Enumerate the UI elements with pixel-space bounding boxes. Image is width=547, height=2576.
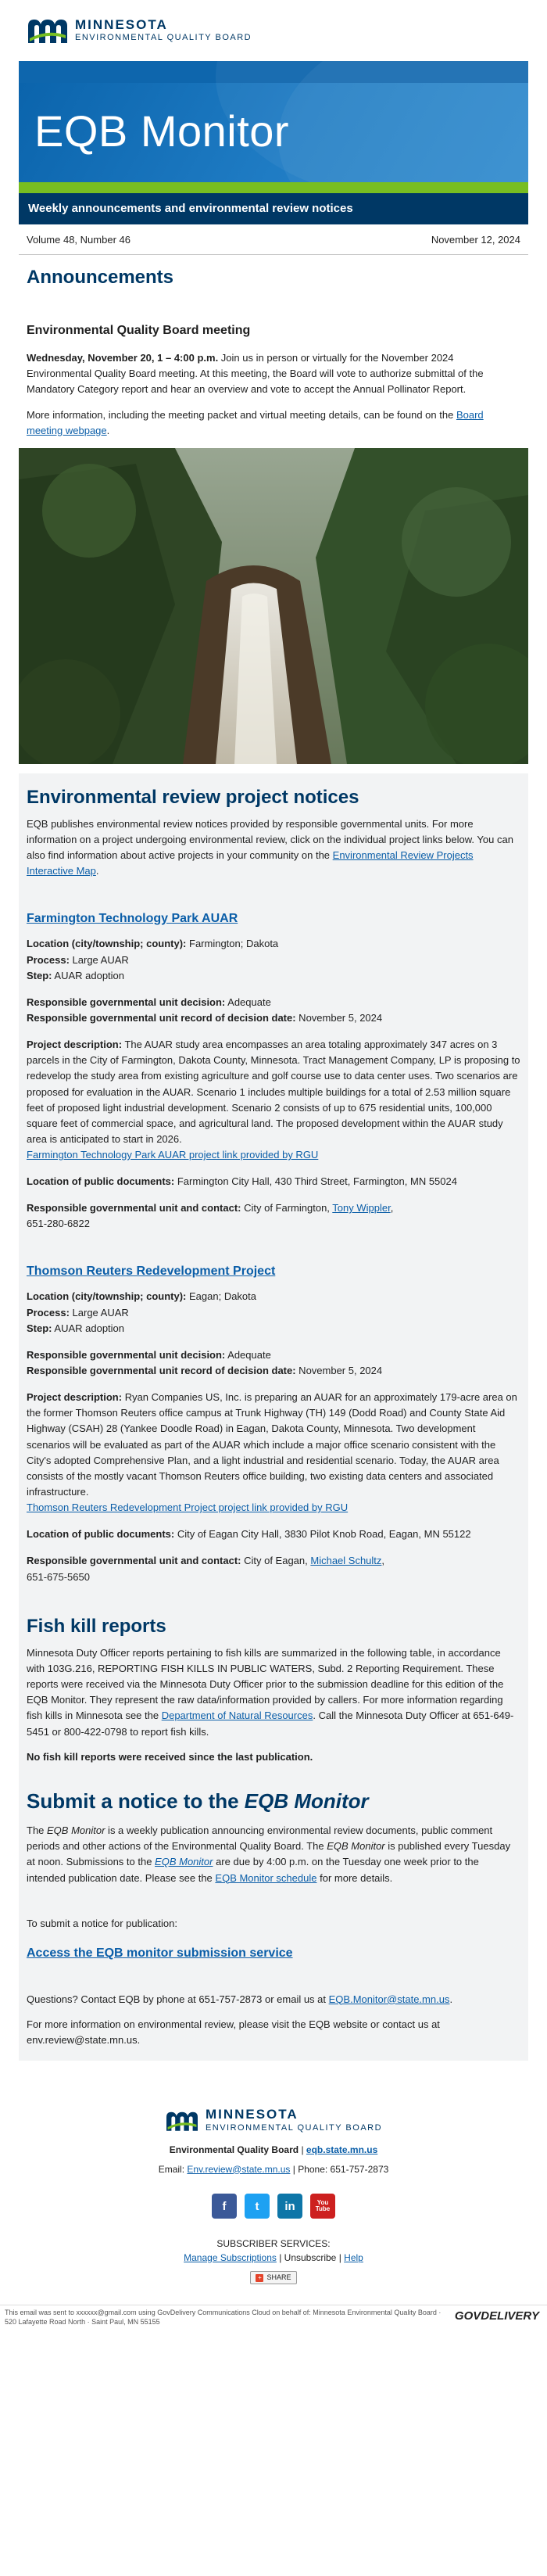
dnr-link[interactable]: Department of Natural Resources: [161, 1710, 313, 1722]
value-process: Large AUAR: [69, 1306, 129, 1318]
project-documents: [27, 1174, 520, 1189]
project-process: [27, 953, 520, 968]
value-record: November 5, 2024: [295, 1364, 383, 1376]
header-logo: [19, 0, 528, 61]
label-record: Responsible governmental unit record of decision date:: [27, 1364, 296, 1376]
project-contact: [27, 1200, 520, 1216]
project-location: [27, 936, 520, 952]
project-record-date: [27, 1363, 520, 1379]
project-contact: [27, 1553, 520, 1569]
label-decision: Responsible governmental unit decision:: [27, 1348, 226, 1361]
fish-kill-body: [27, 1645, 520, 1740]
more-info-end: .: [106, 424, 110, 436]
subscriber-services-label: SUBSCRIBER SERVICES:: [216, 2238, 331, 2250]
green-accent-bar: [19, 182, 528, 193]
fish-kill-text: Minnesota Duty Officer reports pertaining to fish kills are summarized in the following table, in accordance with 103G.216, REPORTING FISH KILLS IN PUBLIC WATERS, Subd. 2 Reporting Requirement. These reports were received via the Minnesota Duty Officer prior to the submission deadline for this edition of the EQB Monitor. They represent the raw data/information provided by callers. For more information regarding fish kills in Minnesota see the: [27, 1646, 504, 1722]
eqb-monitor-link-text: EQB Monitor: [155, 1856, 213, 1868]
volume-number: Volume 48, Number 46: [27, 234, 130, 246]
footer-logo-name: MINNESOTA: [205, 2107, 299, 2122]
linkedin-icon[interactable]: in: [277, 2194, 302, 2219]
project-title-link[interactable]: Farmington Technology Park AUAR: [27, 911, 238, 925]
label-process: Process:: [27, 953, 70, 966]
value-documents: Farmington City Hall, 430 Third Street, Farmington, MN 55024: [174, 1175, 457, 1188]
label-decision: Responsible governmental unit decision:: [27, 996, 226, 1008]
submit-heading: [27, 1785, 520, 1817]
contact-name-link[interactable]: Michael Schultz: [310, 1555, 382, 1567]
value-record: November 5, 2024: [295, 1011, 383, 1024]
project-documents: [27, 1527, 520, 1542]
issue-date: November 12, 2024: [431, 234, 520, 246]
more-info-text: More information, including the meeting packet and virtual meeting details, can be found on the: [27, 408, 456, 421]
rgu-project-link[interactable]: Farmington Technology Park AUAR project link provided by RGU: [27, 1149, 319, 1161]
footer-disclaimer: This email was sent to xxxxxx@gmail.com using GovDelivery Communications Cloud on behalf of: Minnesota Environmental Quality Board · 520 Lafayette Road North · Saint Paul, MN 55155: [5, 2309, 442, 2326]
notices-intro: [27, 816, 520, 880]
eqb-monitor-link[interactable]: [155, 1856, 213, 1867]
fish-kill-text-end: . Call the Minnesota Duty Officer at 651-649-5451 or 800-422-0798 to report fish kills.: [27, 1710, 514, 1738]
hero-banner: [19, 61, 528, 182]
project-item: [27, 1262, 520, 1585]
footer-bottom: [0, 2305, 547, 2330]
monitor-schedule-link[interactable]: EQB Monitor schedule: [215, 1871, 317, 1884]
label-description: Project description:: [27, 1039, 123, 1051]
value-process: Large AUAR: [69, 953, 129, 966]
footer-org: Environmental Quality Board: [169, 2144, 299, 2156]
waterfall-photo: [19, 448, 528, 764]
logo-name: MINNESOTA: [75, 16, 168, 32]
notices-intro-text: EQB publishes environmental review notices provided by responsible governmental units. For more information on a project undergoing environmental review, click on the individual project links below. You can also find information about active projects in your community on the: [27, 818, 513, 862]
manage-subscriptions-link[interactable]: Manage Subscriptions: [184, 2251, 277, 2263]
submit-heading-text: Submit a notice to the: [27, 1788, 245, 1813]
project-decision: [27, 995, 520, 1010]
label-record: Responsible governmental unit record of decision date:: [27, 1011, 296, 1024]
project-process: [27, 1305, 520, 1321]
footer: [5, 2070, 539, 2330]
meeting-paragraph: [27, 350, 520, 397]
project-step: [27, 968, 520, 984]
share-button[interactable]: [250, 2271, 296, 2284]
more-info-review: For more information on environmental review, please visit the EQB website or contact us at env.review@state.mn.us.: [27, 2018, 440, 2046]
help-link[interactable]: Help: [344, 2251, 363, 2263]
meeting-body: Join us in person or virtually for the November 2024 Environmental Quality Board meeting. At this meeting, the Board will vote to authorize submittal of the Mandatory Category report and hear an overview and vote to accept the Annual Pollinator Report.: [27, 352, 484, 396]
project-description: [27, 1037, 520, 1147]
footer-contact-line: [19, 2162, 528, 2177]
social-links: [19, 2194, 528, 2219]
label-step: Step:: [27, 1322, 52, 1334]
project-title-link[interactable]: Thomson Reuters Redevelopment Project: [27, 1264, 276, 1278]
value-decision: Adequate: [225, 1348, 271, 1361]
announcements-heading: Announcements: [27, 267, 174, 289]
notices-card: [19, 773, 528, 2061]
newsletter-title: EQB Monitor: [34, 106, 290, 156]
meeting-title: Environmental Quality Board meeting: [27, 324, 251, 338]
issue-info: [19, 224, 528, 255]
value-documents: City of Eagan City Hall, 3830 Pilot Knob Road, Eagan, MN 55122: [174, 1528, 471, 1541]
rgu-project-link[interactable]: Thomson Reuters Redevelopment Project project link provided by RGU: [27, 1501, 349, 1514]
share-plus-icon: +: [256, 2274, 263, 2282]
value-step: AUAR adoption: [52, 1322, 125, 1334]
interactive-map-link[interactable]: Environmental Review Projects Interactive Map: [27, 849, 474, 877]
youtube-icon[interactable]: You Tube: [310, 2194, 335, 2219]
contact-sep: ,: [381, 1555, 385, 1567]
value-description: The AUAR study area encompasses an area totaling approximately 347 acres on 3 parcels in the City of Farmington, Dakota County, Minnesota. Tract Management Company, LP is proposing to redevelop the study area from existing agriculture and golf course use to data center uses. Two scenarios are proposed for evaluation in the AUAR. Scenario 1 includes multiple buildings for a total of 2.53 million square feet of proposed light industrial development. Scenario 2 consists of up to 675 residential units, 100,000 square feet of commercial space, and agricultural land. The proposed development within the AUAR study area is anticipated to start in 2026.: [27, 1039, 520, 1145]
value-description: Ryan Companies US, Inc. is preparing an AUAR for an approximately 179-acre area on the former Thomson Reuters office campus at Trunk Highway (TH) 149 (Dodd Road) and County State Aid Highway (CSAH) 28 (Yankee Doodle Road) in Eagan, Dakota County, Minnesota. Two development scenarios will be evaluated as part of the AUAR which include a major office scenario consistent with the City's adopted Comprehensive Plan, and a light industrial and residential scenario. Today, the AUAR area consists of the mostly vacant Thomson Reuters office building, two existing data centers and associated infrastructure.: [27, 1391, 517, 1498]
mn-logo-icon: [27, 15, 69, 46]
label-contact: Responsible governmental unit and contact:: [27, 1202, 241, 1214]
footer-org-line: [19, 2143, 528, 2158]
contact-name-link[interactable]: Tony Wippler: [332, 1202, 391, 1214]
submit-text: is published every Tuesday at noon. Submissions to the: [27, 1840, 511, 1868]
submit-text: is a weekly publication announcing environmental review documents, public comment periods and other actions of the Environmental Quality Board. The: [27, 1824, 493, 1853]
submit-em: EQB Monitor: [47, 1824, 105, 1837]
label-description: Project description:: [27, 1391, 123, 1404]
announcements-section: [19, 321, 528, 439]
contact-phone: 651-280-6822: [27, 1218, 90, 1230]
notices-intro-end: .: [95, 865, 99, 877]
meeting-more-info: [27, 407, 520, 439]
label-documents: Location of public documents:: [27, 1175, 175, 1188]
label-location: Location (city/township; county):: [27, 938, 187, 950]
govdelivery-logo: GOVDELIVERY: [454, 2309, 539, 2323]
contact-phone: 651-675-5650: [27, 1570, 90, 1583]
project-location: [27, 1289, 520, 1304]
value-location: Eagan; Dakota: [186, 1290, 257, 1303]
submit-text: for more details.: [316, 1871, 393, 1884]
label-documents: Location of public documents:: [27, 1528, 175, 1541]
env-review-email-link[interactable]: Env.review@state.mn.us: [187, 2163, 291, 2175]
meeting-when: Wednesday, November 20, 1 – 4:00 p.m.: [27, 352, 219, 364]
mn-logo-icon: [165, 2108, 199, 2133]
tagline-bar: Weekly announcements and environmental review notices: [19, 193, 528, 224]
monitor-email-link[interactable]: EQB.Monitor@state.mn.us: [328, 1993, 450, 2005]
value-step: AUAR adoption: [52, 969, 125, 981]
value-contact: City of Eagan,: [241, 1555, 311, 1567]
footer-logo-sub: ENVIRONMENTAL QUALITY BOARD: [205, 2122, 383, 2133]
email-label: Email:: [158, 2163, 188, 2175]
fish-kill-heading: Fish kill reports: [27, 1615, 166, 1637]
project-record-date: [27, 1010, 520, 1026]
board-meeting-link[interactable]: Board meeting webpage: [27, 408, 484, 436]
logo-subtitle: ENVIRONMENTAL QUALITY BOARD: [75, 33, 252, 43]
submit-text: are due by 4:00 p.m. on the Tuesday one week prior to the intended publication date. Please see the: [27, 1856, 479, 1884]
questions-end: .: [449, 1993, 453, 2005]
footer-sep: |: [299, 2144, 306, 2156]
unsubscribe-link[interactable]: | Unsubscribe |: [276, 2251, 345, 2263]
value-decision: Adequate: [225, 996, 271, 1008]
submit-em: EQB Monitor: [327, 1840, 385, 1853]
label-contact: Responsible governmental unit and contact:: [27, 1555, 241, 1567]
contact-sep: ,: [390, 1202, 394, 1214]
subscriber-services: [19, 2237, 528, 2284]
label-process: Process:: [27, 1306, 70, 1318]
value-location: Farmington; Dakota: [186, 938, 279, 950]
share-label: SHARE: [266, 2273, 291, 2282]
label-step: Step:: [27, 969, 52, 981]
submit-paragraph: [27, 1823, 520, 1886]
eqb-website-link[interactable]: [306, 2144, 377, 2155]
project-description: [27, 1390, 520, 1500]
submit-heading-em: EQB Monitor: [244, 1788, 369, 1813]
value-contact: City of Farmington,: [241, 1202, 333, 1214]
submit-text: The: [27, 1824, 48, 1837]
eqb-website-text: eqb.state.mn.us: [306, 2144, 378, 2156]
to-submit-label: To submit a notice for publication:: [27, 1917, 177, 1929]
facebook-icon[interactable]: f: [212, 2194, 237, 2219]
notices-heading: Environmental review project notices: [27, 786, 359, 808]
questions-text: [27, 1992, 520, 2007]
footer-phone: | Phone: 651-757-2873: [290, 2163, 389, 2175]
label-location: Location (city/township; county):: [27, 1290, 187, 1303]
fish-kill-none: No fish kill reports were received since the last publication.: [27, 1750, 313, 1763]
project-step: [27, 1321, 520, 1336]
project-decision: [27, 1347, 520, 1363]
footer-logo: [19, 2108, 528, 2133]
project-item: [27, 909, 520, 1232]
submission-service-link[interactable]: Access the EQB monitor submission service: [27, 1946, 293, 1960]
questions-body: Questions? Contact EQB by phone at 651-757-2873 or email us at: [27, 1993, 329, 2005]
twitter-icon[interactable]: t: [245, 2194, 270, 2219]
